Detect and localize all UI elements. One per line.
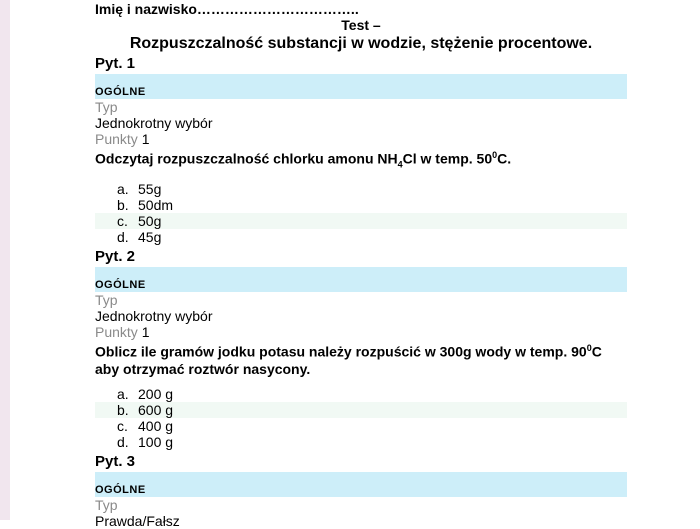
name-line: Imię i nazwisko…………………………….. [95, 1, 359, 17]
points-row [95, 324, 627, 340]
answer-option[interactable] [95, 402, 627, 418]
left-margin-strip [0, 0, 10, 520]
points-value: 1 [141, 324, 150, 341]
superscript: 0 [586, 343, 592, 354]
answer-text: 50dm [138, 197, 174, 214]
points-value: 1 [141, 131, 150, 147]
answer-letter: a. [117, 181, 129, 198]
question-heading: Pyt. 3 [95, 453, 136, 471]
answer-text: 50g [138, 213, 162, 230]
points-label: Punkty [95, 324, 138, 341]
question-text [95, 147, 627, 173]
type-value: Prawda/Fałsz [95, 513, 180, 529]
answer-text: 55g [138, 181, 162, 198]
answer-letter: a. [117, 386, 129, 403]
answer-letter: b. [117, 402, 129, 419]
answer-text: 600 g [138, 402, 174, 419]
answer-list [95, 181, 627, 245]
question-heading: Pyt. 2 [95, 248, 136, 266]
question-text [95, 340, 627, 378]
answer-option[interactable] [95, 213, 627, 229]
section-bar [95, 267, 627, 292]
test-label: Test – [341, 17, 381, 33]
answer-option[interactable] [95, 434, 627, 450]
type-value: Jednokrotny wybór [95, 308, 213, 325]
answer-option[interactable] [95, 386, 627, 402]
answer-option[interactable] [95, 181, 627, 197]
points-row [95, 131, 627, 147]
document-title: Rozpuszczalność substancji w wodzie, stężenie procentowe. [129, 35, 593, 52]
subscript: 4 [397, 159, 403, 170]
answer-letter: d. [117, 229, 129, 246]
type-label: Typ [95, 497, 118, 514]
section-label: OGÓLNE [95, 86, 146, 98]
answer-text: 45g [138, 229, 162, 246]
answer-letter: c. [117, 213, 128, 230]
question-text-part: C [591, 344, 602, 361]
section-label: OGÓLNE [95, 484, 146, 497]
answer-list [95, 386, 627, 450]
type-value: Jednokrotny wybór [95, 115, 213, 131]
answer-text: 400 g [138, 418, 174, 435]
answer-text: 200 g [138, 386, 174, 403]
question-text-part: aby otrzymać roztwór nasycony. [95, 361, 311, 378]
question-text-part: C. [497, 150, 512, 167]
section-bar [95, 74, 627, 99]
answer-option[interactable] [95, 197, 627, 213]
section-label: OGÓLNE [95, 279, 146, 292]
answer-letter: c. [117, 418, 128, 435]
question-text-part: Oblicz ile gramów jodku potasu należy rozpuścić w 300g wody w temp. 90 [95, 344, 587, 361]
question-heading: Pyt. 1 [95, 55, 136, 72]
question-block-1 [95, 54, 627, 245]
type-label: Typ [95, 292, 118, 309]
superscript: 0 [492, 150, 498, 160]
answer-option[interactable] [95, 418, 627, 434]
type-label: Typ [95, 99, 118, 115]
document-page [95, 0, 627, 529]
question-block-3 [95, 452, 627, 529]
answer-letter: d. [117, 434, 129, 451]
answer-letter: b. [117, 197, 129, 214]
points-label: Punkty [95, 131, 138, 147]
question-block-2 [95, 247, 627, 450]
answer-text: 100 g [138, 434, 174, 451]
section-bar [95, 472, 627, 497]
question-text-part: Cl w temp. 50 [402, 150, 493, 167]
question-text-part: Odczytaj rozpuszczalność chlorku amonu NH [95, 150, 398, 167]
answer-option[interactable] [95, 229, 627, 245]
